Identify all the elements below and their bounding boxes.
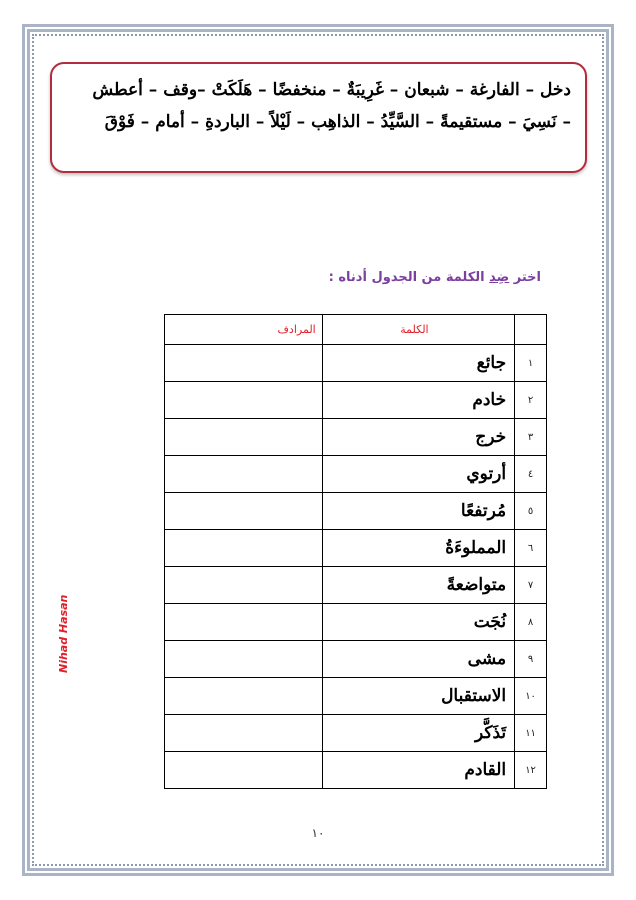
row-number: ٩ [515, 641, 547, 678]
row-number: ١١ [515, 715, 547, 752]
answer-cell[interactable] [165, 641, 323, 678]
answer-cell[interactable] [165, 530, 323, 567]
table-row [165, 419, 547, 456]
row-word: تَذَكَّر [322, 715, 514, 752]
row-word: مُرتفعًا [322, 493, 514, 530]
table-row [165, 678, 547, 715]
table-row [165, 641, 547, 678]
table-row [165, 456, 547, 493]
answer-cell[interactable] [165, 567, 323, 604]
table-row [165, 752, 547, 789]
table-row [165, 530, 547, 567]
words-table [164, 314, 547, 789]
row-word: خرج [322, 419, 514, 456]
row-number: ٢ [515, 382, 547, 419]
row-word: أرتوي [322, 456, 514, 493]
answer-cell[interactable] [165, 345, 323, 382]
answer-cell[interactable] [165, 678, 323, 715]
instruction-text [329, 270, 541, 285]
row-word: متواضعةً [322, 567, 514, 604]
instruction-before: اختر [509, 270, 541, 285]
instruction-underlined: ضِد [489, 270, 510, 285]
answer-cell[interactable] [165, 493, 323, 530]
row-number: ١٢ [515, 752, 547, 789]
answer-cell[interactable] [165, 382, 323, 419]
table-row [165, 382, 547, 419]
table-row [165, 345, 547, 382]
answer-cell[interactable] [165, 419, 323, 456]
word-bank-line-2: – نَسِيَ – مستقيمةً – السَّيِّدُ – الذاهِب – لَيْلاً – الباردةِ – أمام – فَوْقَ [104, 112, 571, 132]
header-synonym: المرادف [165, 315, 323, 345]
word-bank-box [50, 62, 587, 173]
row-number: ٣ [515, 419, 547, 456]
header-word: الكلمة [322, 315, 514, 345]
row-number: ٧ [515, 567, 547, 604]
row-number: ٥ [515, 493, 547, 530]
row-word: القادم [322, 752, 514, 789]
row-word: نُجَت [322, 604, 514, 641]
answer-cell[interactable] [165, 715, 323, 752]
row-number: ١٠ [515, 678, 547, 715]
row-number: ٨ [515, 604, 547, 641]
answer-cell[interactable] [165, 752, 323, 789]
row-word: خادم [322, 382, 514, 419]
table-row [165, 567, 547, 604]
answer-cell[interactable] [165, 604, 323, 641]
table-row [165, 604, 547, 641]
table-row [165, 715, 547, 752]
header-number-cell [515, 315, 547, 345]
row-word: جائع [322, 345, 514, 382]
row-number: ٦ [515, 530, 547, 567]
table-header-row [165, 315, 547, 345]
page-number: ١٠ [311, 826, 325, 840]
answer-cell[interactable] [165, 456, 323, 493]
row-number: ١ [515, 345, 547, 382]
author-name: Nihad Hasan [57, 594, 70, 673]
row-word: الاستقبال [322, 678, 514, 715]
word-bank-line-1: دخل – الفارغة – شبعان – غَرِيبَةٌ – منخفضًا – هَلَكَتْ –وقف – أعطش [92, 80, 571, 100]
table-row [165, 493, 547, 530]
row-word: المملوءَةُ [322, 530, 514, 567]
row-number: ٤ [515, 456, 547, 493]
instruction-after: الكلمة من الجدول أدناه : [328, 270, 490, 285]
row-word: مشى [322, 641, 514, 678]
